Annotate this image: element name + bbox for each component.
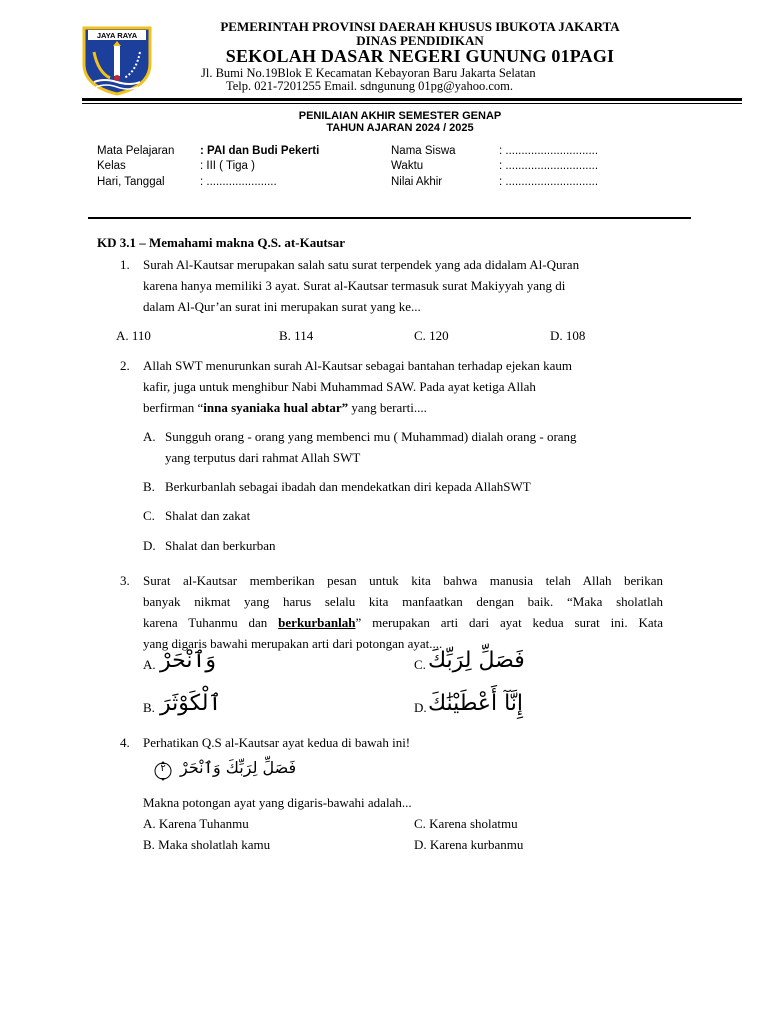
question-text <box>143 400 427 416</box>
question-text: kafir, juga untuk menghibur Nabi Muhammad SAW. Pada ayat ketiga Allah <box>143 379 536 394</box>
option-d-arabic[interactable]: إِنَّآ أَعْطَيْنَٰكَ <box>428 691 524 716</box>
question-number: 4. <box>120 735 130 750</box>
question-text: karena hanya memiliki 3 ayat. Surat al-Kautsar termasuk surat Makiyyah yang di <box>143 278 566 293</box>
option-a-arabic[interactable]: وَٱنْحَرْ <box>160 648 216 673</box>
header-divider-thick <box>82 98 742 101</box>
option-a-letter[interactable]: A. <box>143 657 156 672</box>
info-label-time: Waktu <box>391 160 424 172</box>
header-divider-thin <box>82 103 742 104</box>
question-number: 3. <box>120 573 130 588</box>
header-school-name: SEKOLAH DASAR NEGERI GUNUNG 01PAGI <box>225 46 615 66</box>
question-text <box>143 615 663 631</box>
question-text-part: berfirman “ <box>143 400 204 415</box>
info-label-subject: Mata Pelajaran <box>97 145 175 157</box>
question-text-part: yang berarti.... <box>348 400 427 415</box>
info-value-subject: : PAI dan Budi Pekerti <box>200 145 320 157</box>
question-text: banyak nikmat yang harus selalu kita manfaatkan dengan baik. “Maka sholatlah <box>143 594 663 609</box>
jaya-raya-emblem-icon <box>80 24 154 96</box>
option-c-letter[interactable]: C. <box>414 657 426 672</box>
info-value-score[interactable]: : ............................. <box>499 176 599 188</box>
option-c-arabic[interactable]: فَصَلِّ لِرَبِّكَ <box>428 648 525 673</box>
ayat-text: فَصَلِّ لِرَبِّكَ وَٱنْحَرْ <box>180 758 297 777</box>
header-address: Jl. Bumi No.19Blok E Kecamatan Kebayoran Baru Jakarta Selatan <box>201 66 536 80</box>
question-text-part: karena Tuhanmu dan <box>143 615 279 630</box>
header-contact: Telp. 021-7201255 Email. sdngunung 01pg@yahoo.com. <box>226 79 513 93</box>
underlined-word: berkurbanlah <box>278 615 356 630</box>
option-a[interactable]: A. 110 <box>116 328 151 343</box>
ayat-number: ٢ <box>160 763 166 774</box>
option-b-arabic[interactable]: ٱلْكَوْثَرَ <box>160 691 222 716</box>
info-divider <box>88 217 691 219</box>
info-value-time[interactable]: : ............................. <box>499 160 599 172</box>
header-government: PEMERINTAH PROVINSI DAERAH KHUSUS IBUKOTA JAKARTA <box>220 19 620 34</box>
option-d-letter[interactable]: D. <box>143 538 156 553</box>
ayat-verse <box>148 756 297 786</box>
option-b[interactable]: B. 114 <box>279 328 314 343</box>
question-number: 1. <box>120 257 130 272</box>
ayat-number-marker <box>152 760 174 782</box>
option-d[interactable]: D. 108 <box>550 328 586 343</box>
info-label-name: Nama Siswa <box>391 145 456 157</box>
option-d[interactable]: D. Karena kurbanmu <box>414 837 524 852</box>
option-a-letter[interactable]: A. <box>143 429 156 444</box>
option-a-text[interactable]: Sungguh orang - orang yang membenci mu ( Muhammad) dialah orang - orang <box>165 429 577 444</box>
kd-heading: KD 3.1 – Memahami makna Q.S. at-Kautsar <box>97 235 346 250</box>
option-b[interactable]: B. Maka sholatlah kamu <box>143 837 271 852</box>
info-label-class: Kelas <box>97 160 126 172</box>
question-text: dalam Al-Qur’an surat ini merupakan surat yang ke... <box>143 299 421 314</box>
info-value-date[interactable]: : ...................... <box>200 176 277 188</box>
option-d-text[interactable]: Shalat dan berkurban <box>165 538 276 553</box>
option-a-text[interactable]: yang terputus dari rahmat Allah SWT <box>165 450 361 465</box>
question-prompt: Makna potongan ayat yang digaris-bawahi adalah... <box>143 795 412 810</box>
exam-year: TAHUN AJARAN 2024 / 2025 <box>326 122 474 134</box>
option-c[interactable]: C. 120 <box>414 328 449 343</box>
info-value-class: : III ( Tiga ) <box>200 160 255 172</box>
option-b-letter[interactable]: B. <box>143 700 155 715</box>
info-label-date: Hari, Tanggal <box>97 176 165 188</box>
quoted-verse: inna syaniaka hual abtar” <box>203 400 349 415</box>
option-c-letter[interactable]: C. <box>143 508 155 523</box>
logo-text: JAYA RAYA <box>96 31 138 40</box>
info-value-name[interactable]: : ............................. <box>499 145 599 157</box>
exam-title: PENILAIAN AKHIR SEMESTER GENAP <box>298 110 502 122</box>
question-number: 2. <box>120 358 130 373</box>
option-b-text[interactable]: Berkurbanlah sebagai ibadah dan mendekatkan diri kepada AllahSWT <box>165 479 531 494</box>
option-c[interactable]: C. Karena sholatmu <box>414 816 518 831</box>
question-text: Surah Al-Kautsar merupakan salah satu surat terpendek yang ada didalam Al-Quran <box>143 257 580 272</box>
info-label-score: Nilai Akhir <box>391 176 443 188</box>
question-text: Allah SWT menurunkan surah Al-Kautsar sebagai bantahan terhadap ejekan kaum <box>143 358 572 373</box>
school-logo <box>80 24 154 96</box>
option-a[interactable]: A. Karena Tuhanmu <box>143 816 249 831</box>
question-text: yang digaris bawahi merupakan arti dari potongan ayat.... <box>143 636 443 651</box>
option-c-text[interactable]: Shalat dan zakat <box>165 508 251 523</box>
question-text: Perhatikan Q.S al-Kautsar ayat kedua di bawah ini! <box>143 735 411 750</box>
question-text: Surat al-Kautsar memberikan pesan untuk kita bahwa manusia telah Allah berikan <box>143 573 663 588</box>
option-b-letter[interactable]: B. <box>143 479 155 494</box>
header-department: DINAS PENDIDIKAN <box>356 33 484 48</box>
option-d-letter[interactable]: D. <box>414 700 427 715</box>
question-text-part: ” merupakan arti dari ayat kedua surat ini. Kata <box>355 615 664 630</box>
